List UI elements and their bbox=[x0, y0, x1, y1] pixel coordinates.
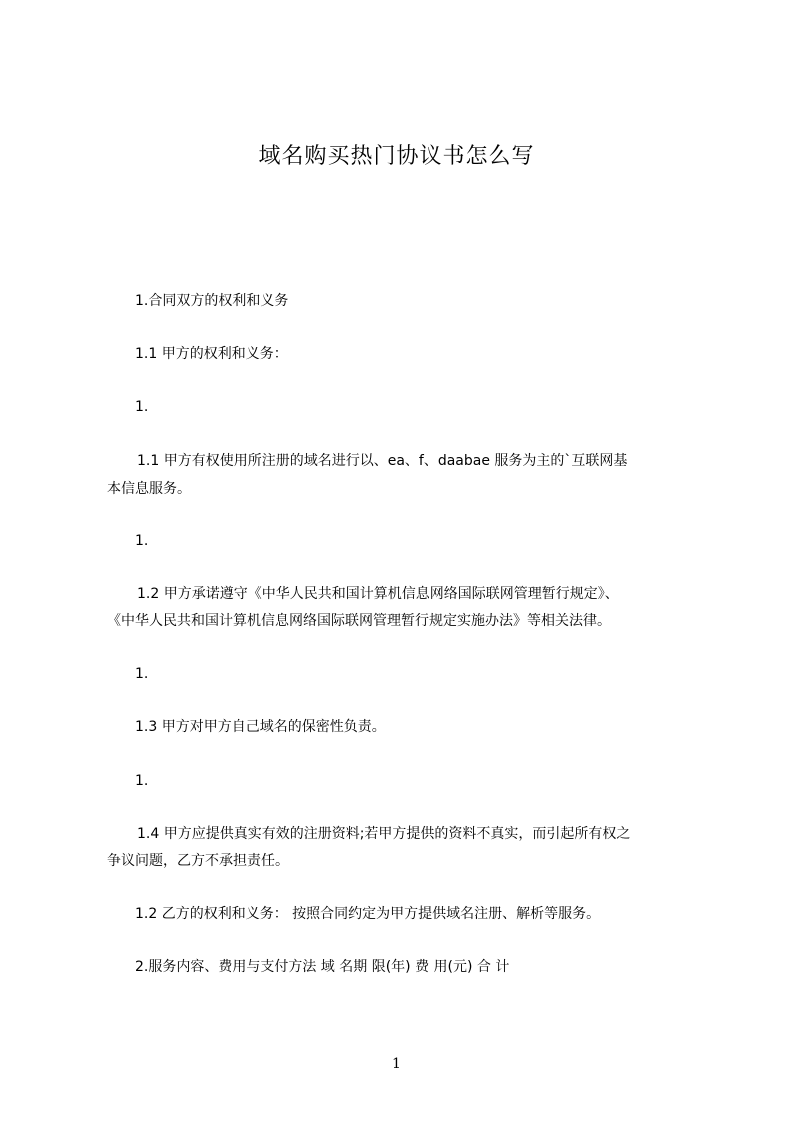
paragraph-1-4-line1: 1.4 甲方应提供真实有效的注册资料;若甲方提供的资料不真实，而引起所有权之 bbox=[137, 826, 631, 842]
paragraph-party-a-heading: 1.1 甲方的权利和义务： bbox=[135, 346, 288, 362]
paragraph-1-1-line1: 1.1 甲方有权使用所注册的域名进行以、ea、f、daabae 服务为主的`互联网基 bbox=[137, 453, 628, 469]
paragraph-number: 1. bbox=[135, 773, 149, 789]
paragraph-1-1-line2: 本信息服务。 bbox=[107, 481, 191, 497]
paragraph-rights-obligations: 1.合同双方的权利和义务 bbox=[135, 293, 289, 309]
paragraph-1-2-line1: 1.2 甲方承诺遵守《中华人民共和国计算机信息网络国际联网管理暂行规定》、 bbox=[137, 586, 619, 602]
page-number: 1 bbox=[392, 1056, 401, 1072]
document-title: 域名购买热门协议书怎么写 bbox=[258, 144, 535, 169]
paragraph-1-2-line2: 《中华人民共和国计算机信息网络国际联网管理暂行规定实施办法》等相关法律。 bbox=[107, 613, 611, 629]
paragraph-1-3: 1.3 甲方对甲方自己域名的保密性负责。 bbox=[135, 719, 386, 735]
paragraph-services-fees: 2.服务内容、费用与支付方法 域 名期 限(年) 费 用(元) 合 计 bbox=[135, 959, 510, 975]
paragraph-number: 1. bbox=[135, 666, 149, 682]
paragraph-party-b: 1.2 乙方的权利和义务： 按照合同约定为甲方提供域名注册、解析等服务。 bbox=[135, 906, 601, 922]
paragraph-1-4-line2: 争议问题，乙方不承担责任。 bbox=[107, 853, 289, 869]
paragraph-number: 1. bbox=[135, 399, 149, 415]
paragraph-number: 1. bbox=[135, 533, 149, 549]
